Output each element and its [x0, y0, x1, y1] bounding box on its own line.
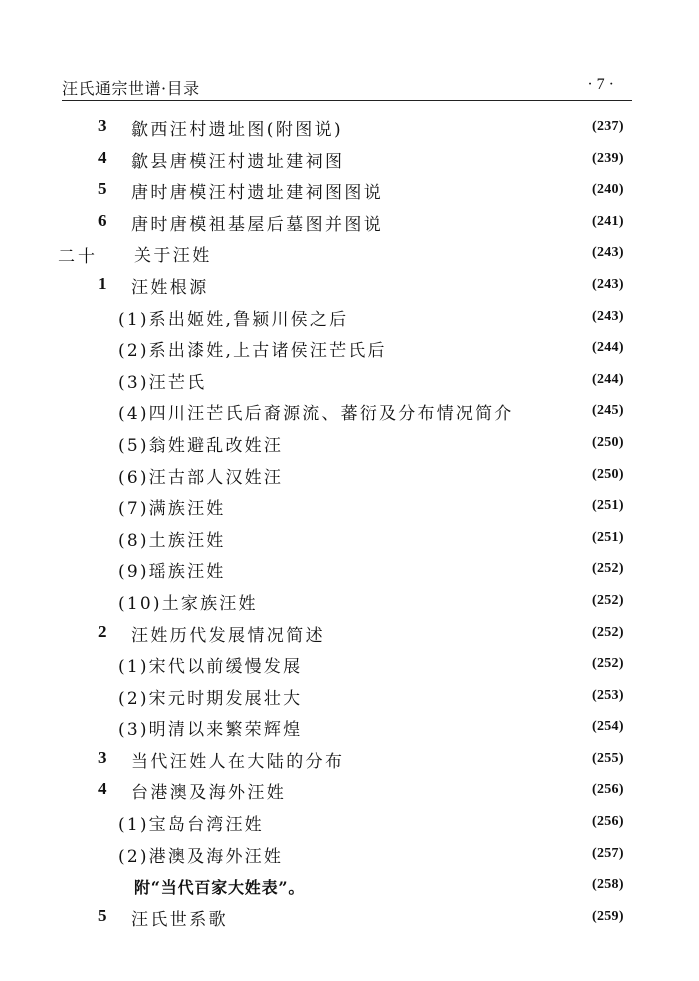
toc-entry — [0, 808, 699, 840]
toc-entry-title: 歙西汪村遗址图(附图说) — [131, 120, 344, 140]
toc-entry-title: 汪姓历代发展情况简述 — [131, 625, 325, 646]
toc-entry-number: 5 — [98, 179, 107, 199]
toc-entry — [0, 239, 699, 271]
toc-entry — [0, 587, 699, 619]
toc-entry — [0, 713, 699, 745]
toc-entry-title: 附“当代百家大姓表”。 — [134, 878, 306, 898]
toc-entry-title: (9)瑶族汪姓 — [118, 562, 226, 583]
running-header-title: 汪氏通宗世谱·目录 — [62, 79, 200, 98]
toc-entry-title: 歙县唐模汪村遗址建祠图 — [131, 151, 345, 172]
toc-entry — [0, 682, 699, 714]
toc-entry-page-number: (251) — [592, 529, 624, 545]
running-header — [62, 76, 632, 98]
toc-entry-page-number: (244) — [592, 340, 624, 356]
toc-entry-title: (1)宋代以前缓慢发展 — [118, 657, 303, 678]
toc-entry-title: (1)宝岛台湾汪姓 — [118, 815, 264, 836]
toc-entry — [0, 397, 699, 429]
toc-entry-number: 二十 — [58, 247, 98, 267]
toc-entry-title: 汪氏世系歌 — [131, 909, 228, 930]
toc-entry — [0, 903, 699, 935]
toc-entry — [0, 334, 699, 366]
toc-entry-number: 2 — [98, 621, 107, 641]
toc-entry — [0, 429, 699, 461]
toc-entry-page-number: (257) — [592, 845, 624, 861]
toc-entry-page-number: (243) — [592, 308, 624, 324]
toc-entry-number: 3 — [98, 116, 107, 135]
toc-entry-title: (3)明清以来繁荣辉煌 — [118, 720, 303, 741]
toc-entry-number: 4 — [98, 147, 107, 167]
toc-entry — [0, 461, 699, 493]
toc-entry-number: 3 — [98, 747, 107, 767]
running-header-page-number: · 7 · — [587, 76, 614, 93]
toc-entry-title: (6)汪古部人汉姓汪 — [118, 467, 284, 488]
toc-entry — [0, 871, 699, 903]
toc-entry-page-number: (259) — [592, 908, 624, 924]
toc-entry-page-number: (244) — [592, 371, 624, 387]
toc-entry-page-number: (252) — [592, 561, 624, 577]
toc-entry — [0, 619, 699, 651]
toc-entry-page-number: (256) — [592, 782, 624, 798]
toc-entry-page-number: (250) — [592, 434, 624, 450]
toc-entry — [0, 776, 699, 808]
toc-entry-title: 当代汪姓人在大陆的分布 — [131, 751, 345, 772]
toc-entry-title: (4)四川汪芒氏后裔源流、蕃衍及分布情况简介 — [118, 404, 514, 425]
toc-entry-page-number: (258) — [592, 877, 624, 893]
toc-entry — [0, 176, 699, 208]
toc-entry-title: 唐时唐模汪村遗址建祠图图说 — [131, 183, 384, 204]
table-of-contents — [0, 113, 699, 934]
toc-entry-title: 汪姓根源 — [131, 277, 209, 298]
toc-entry — [0, 650, 699, 682]
toc-entry-page-number: (241) — [592, 213, 624, 229]
toc-entry-title: (5)翁姓避乱改姓汪 — [118, 435, 284, 456]
toc-entry-title: 台港澳及海外汪姓 — [131, 783, 287, 804]
toc-entry-page-number: (237) — [592, 119, 624, 134]
toc-entry-page-number: (243) — [592, 276, 624, 292]
toc-entry-page-number: (255) — [592, 750, 624, 766]
header-rule — [62, 100, 632, 101]
toc-entry-page-number: (240) — [592, 182, 624, 198]
toc-entry-title: (3)汪芒氏 — [118, 372, 207, 393]
toc-entry-page-number: (252) — [592, 656, 624, 672]
toc-entry-number: 4 — [98, 779, 107, 799]
toc-entry-title: 关于汪姓 — [134, 246, 212, 267]
toc-entry — [0, 524, 699, 556]
toc-entry-page-number: (252) — [592, 624, 624, 640]
toc-entry — [0, 113, 699, 145]
toc-entry-page-number: (245) — [592, 403, 624, 419]
toc-entry-title: (2)港澳及海外汪姓 — [118, 846, 284, 867]
toc-entry-title: (8)土族汪姓 — [118, 530, 226, 551]
toc-entry-page-number: (243) — [592, 245, 624, 261]
toc-entry — [0, 840, 699, 872]
toc-entry-title: (10)土家族汪姓 — [118, 593, 258, 614]
toc-entry-title: (1)系出姬姓,鲁颍川侯之后 — [118, 309, 349, 330]
toc-entry-page-number: (253) — [592, 687, 624, 703]
toc-entry — [0, 555, 699, 587]
toc-entry-page-number: (256) — [592, 814, 624, 830]
toc-entry — [0, 208, 699, 240]
toc-entry — [0, 366, 699, 398]
toc-entry-page-number: (252) — [592, 592, 624, 608]
toc-entry-page-number: (254) — [592, 719, 624, 735]
toc-entry — [0, 303, 699, 335]
toc-entry — [0, 492, 699, 524]
toc-entry — [0, 145, 699, 177]
toc-entry — [0, 745, 699, 777]
toc-entry — [0, 271, 699, 303]
toc-entry-title: (2)系出漆姓,上古诸侯汪芒氏后 — [118, 341, 387, 362]
toc-entry-number: 5 — [98, 905, 107, 925]
toc-entry-number: 6 — [98, 210, 107, 230]
toc-entry-page-number: (251) — [592, 498, 624, 514]
toc-entry-title: (2)宋元时期发展壮大 — [118, 688, 303, 709]
toc-entry-title: 唐时唐模祖基屋后墓图并图说 — [131, 214, 384, 235]
toc-entry-number: 1 — [98, 273, 107, 293]
toc-entry-page-number: (239) — [592, 150, 624, 166]
toc-entry-title: (7)满族汪姓 — [118, 499, 226, 520]
toc-entry-page-number: (250) — [592, 466, 624, 482]
